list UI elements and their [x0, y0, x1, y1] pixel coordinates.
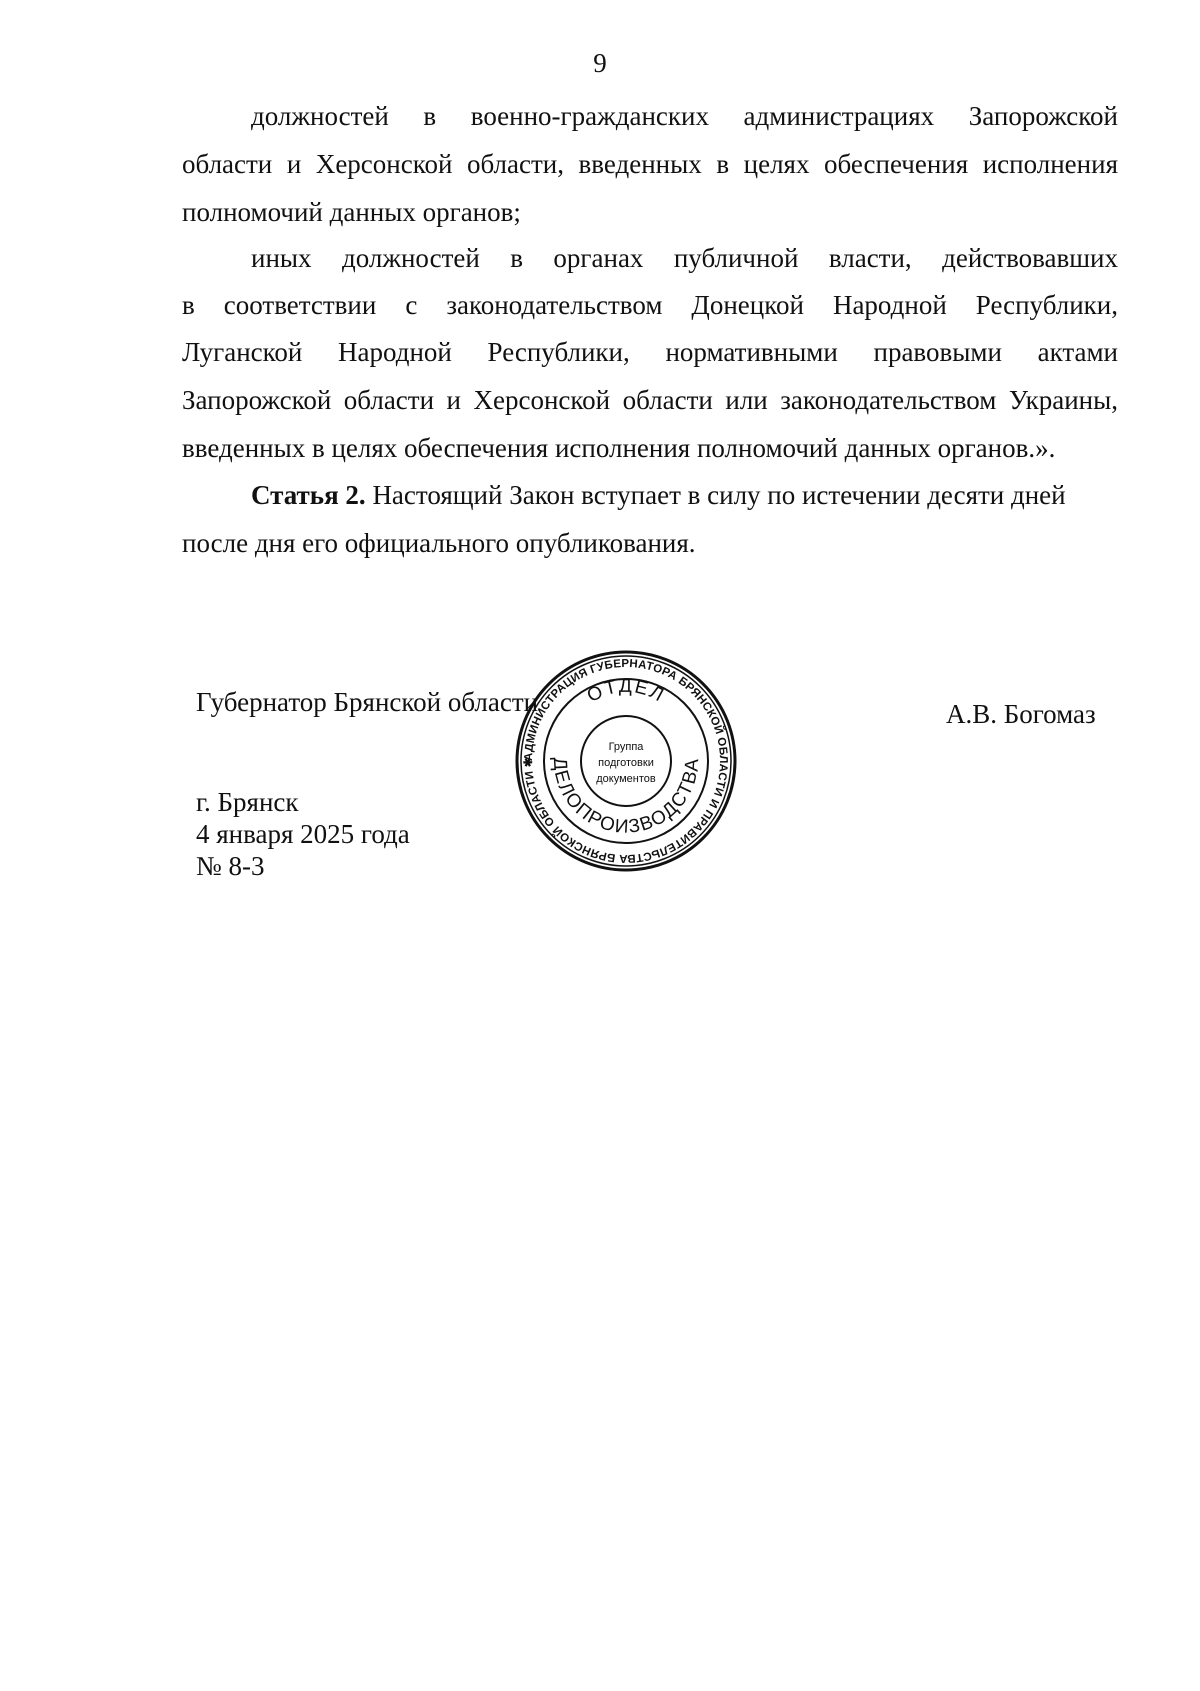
body-line: области и Херсонской области, введенных в целях обеспечения исполнения	[182, 149, 1118, 179]
document-number: № 8-3	[196, 851, 265, 881]
place-of-signing: г. Брянск	[196, 787, 299, 817]
svg-text:ОТДЕЛ	[584, 676, 669, 707]
stamp-middle-text: ДЕЛОПРОИЗВОДСТВА	[548, 756, 704, 838]
signer-position: Губернатор Брянской области	[196, 687, 539, 717]
body-line: Запорожской области и Херсонской области или законодательством Украины,	[182, 385, 1118, 415]
stamp-center-line: подготовки	[598, 757, 654, 769]
body-line: иных должностей в органах публичной власти, действовавших	[251, 243, 1118, 273]
stamp-center-line: документов	[596, 773, 656, 785]
article-line: после дня его официального опубликования.	[182, 528, 696, 558]
page-number: 9	[593, 48, 607, 78]
body-line: введенных в целях обеспечения исполнения полномочий данных органов.».	[182, 433, 1056, 463]
signing-date: 4 января 2025 года	[196, 819, 410, 849]
official-stamp	[515, 650, 737, 872]
stamp-seal	[515, 650, 737, 872]
signer-name: А.В. Богомаз	[946, 699, 1096, 729]
stamp-top-text: ОТДЕЛ	[583, 675, 669, 708]
body-line: Луганской Народной Республики, нормативными правовыми актами	[182, 337, 1118, 367]
stamp-center-line: Группа	[608, 741, 644, 753]
article-title: Статья 2.	[251, 480, 366, 510]
article-text: Настоящий Закон вступает в силу по истечении десяти дней	[365, 480, 1066, 510]
article-line	[251, 479, 1122, 511]
body-line: полномочий данных органов;	[182, 197, 521, 227]
body-line: должностей в военно-гражданских администрациях Запорожской	[251, 101, 1118, 131]
body-line: в соответствии с законодательством Донецкой Народной Республики,	[182, 290, 1118, 320]
stamp-outer-text: АДМИНИСТРАЦИЯ ГУБЕРНАТОРА БРЯНСКОЙ ОБЛАСТИ И ПРАВИТЕЛЬСТВА БРЯНСКОЙ ОБЛАСТИ ✱	[522, 657, 730, 865]
